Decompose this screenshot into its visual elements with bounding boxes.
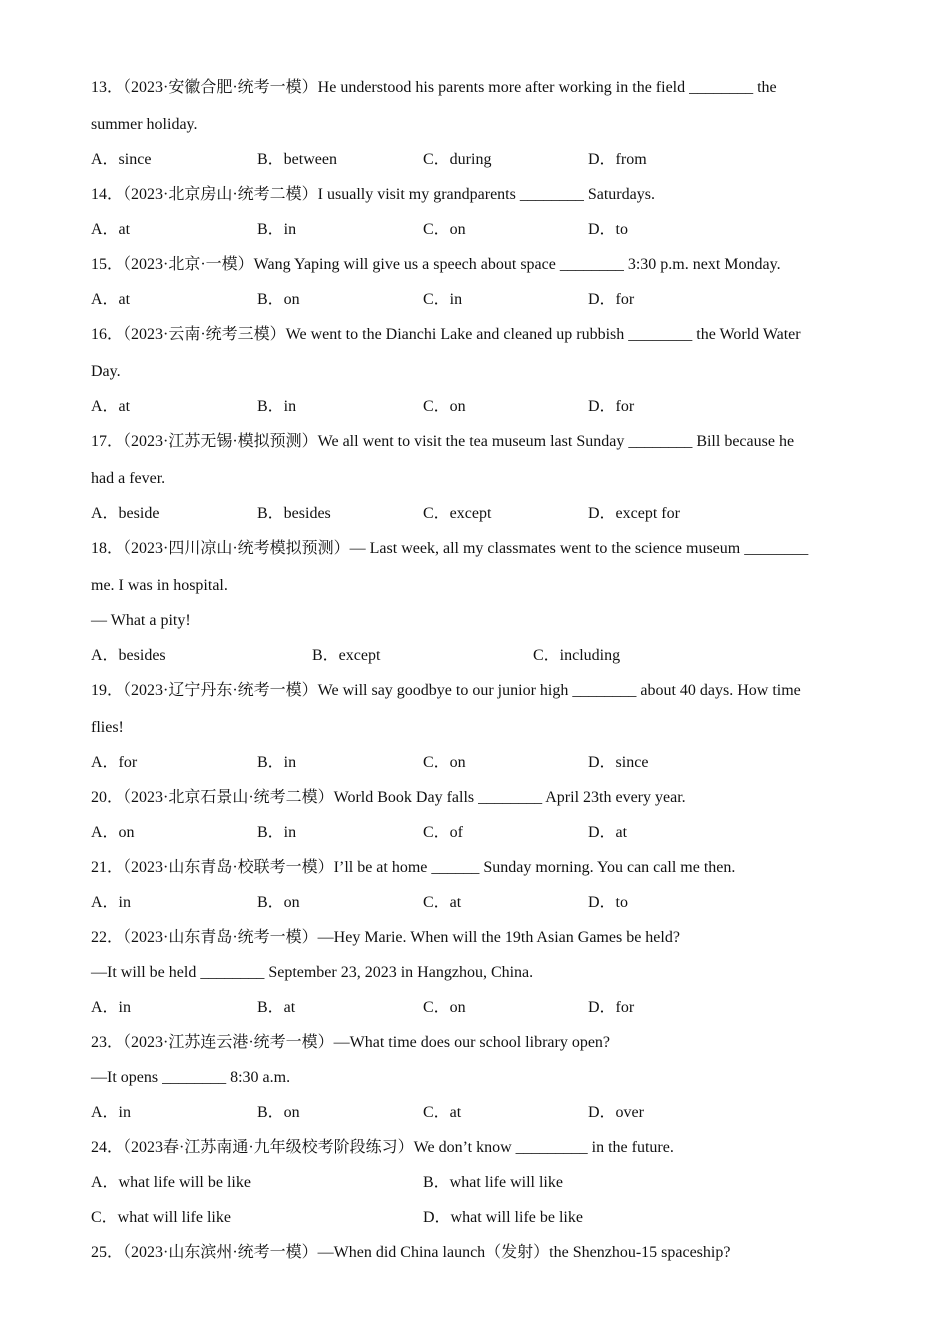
question-stem: 17．（2023·江苏无锡·模拟预测）We all went to visit the tea museum last Sunday ________ Bill because he xyxy=(91,433,795,450)
answer-option: C．what will life like xyxy=(91,1209,231,1226)
question-stem-continued: Day. xyxy=(91,363,121,380)
question-stem-continued: had a fever. xyxy=(91,470,166,487)
question-stem: 23．（2023·江苏连云港·统考一模）—What time does our school library open? xyxy=(91,1034,611,1051)
question-stem: 19．（2023·辽宁丹东·统考一模）We will say goodbye to our junior high ________ about 40 days. How time xyxy=(91,682,801,699)
answer-option: C．on xyxy=(423,398,466,415)
question-stem: 22．（2023·山东青岛·统考一模）—Hey Marie. When will the 19th Asian Games be held? xyxy=(91,929,680,946)
answer-option: D．except for xyxy=(588,505,680,522)
question-stem-continued: flies! xyxy=(91,719,124,736)
answer-option: C．on xyxy=(423,754,466,771)
answer-option: D．to xyxy=(588,221,629,238)
question-stem: 20．（2023·北京石景山·统考二模）World Book Day falls ________ April 23th every year. xyxy=(91,789,686,806)
answer-option: D．what will life be like xyxy=(423,1209,583,1226)
answer-option: D．for xyxy=(588,291,635,308)
answer-option: D．over xyxy=(588,1104,644,1121)
answer-option: B．on xyxy=(257,1104,300,1121)
answer-option: D．for xyxy=(588,999,635,1016)
answer-option: B．in xyxy=(257,398,297,415)
answer-option: C．except xyxy=(423,505,492,522)
answer-option: D．to xyxy=(588,894,629,911)
question-stem: 24．（2023春·江苏南通·九年级校考阶段练习）We don’t know _________ in the future. xyxy=(91,1139,674,1156)
question-stem: 18．（2023·四川凉山·统考模拟预测）— Last week, all my classmates went to the science museum ________ xyxy=(91,540,809,557)
answer-option: C．including xyxy=(533,647,621,664)
answer-option: B．except xyxy=(312,647,381,664)
answer-option: A．on xyxy=(91,824,135,841)
answer-option: D．at xyxy=(588,824,628,841)
answer-option: C．during xyxy=(423,151,492,168)
answer-option: A．since xyxy=(91,151,152,168)
answer-option: B．besides xyxy=(257,505,331,522)
answer-option: A．for xyxy=(91,754,138,771)
answer-option: C．of xyxy=(423,824,464,841)
answer-option: A．in xyxy=(91,894,132,911)
question-stem-continued: — What a pity! xyxy=(91,612,191,629)
answer-option: B．at xyxy=(257,999,296,1016)
question-stem: 15．（2023·北京·一模）Wang Yaping will give us a speech about space ________ 3:30 p.m. next Monday. xyxy=(91,256,781,273)
answer-option: A．in xyxy=(91,999,132,1016)
question-stem: 25．（2023·山东滨州·统考一模）—When did China launch（发射）the Shenzhou-15 spaceship? xyxy=(91,1244,731,1261)
question-stem: 16．（2023·云南·统考三模）We went to the Dianchi Lake and cleaned up rubbish ________ the World Water xyxy=(91,326,801,343)
question-stem: 13．（2023·安徽合肥·统考一模）He understood his parents more after working in the field ________ the xyxy=(91,79,777,96)
question-stem-continued: summer holiday. xyxy=(91,116,198,133)
answer-option: B．between xyxy=(257,151,337,168)
answer-option: A．besides xyxy=(91,647,166,664)
answer-option: D．since xyxy=(588,754,649,771)
answer-option: A．at xyxy=(91,398,131,415)
answer-option: B．in xyxy=(257,754,297,771)
answer-option: A．at xyxy=(91,221,131,238)
answer-option: B．on xyxy=(257,894,300,911)
answer-option: B．what life will like xyxy=(423,1174,563,1191)
answer-option: B．in xyxy=(257,221,297,238)
answer-option: C．in xyxy=(423,291,463,308)
answer-option: D．for xyxy=(588,398,635,415)
question-stem-continued: —It opens ________ 8:30 a.m. xyxy=(91,1069,291,1086)
answer-option: A．at xyxy=(91,291,131,308)
question-stem-continued: me. I was in hospital. xyxy=(91,577,228,594)
answer-option: A．in xyxy=(91,1104,132,1121)
answer-option: C．at xyxy=(423,1104,462,1121)
answer-option: C．on xyxy=(423,999,466,1016)
answer-option: A．what life will be like xyxy=(91,1174,251,1191)
answer-option: B．on xyxy=(257,291,300,308)
answer-option: A．beside xyxy=(91,505,160,522)
answer-option: C．on xyxy=(423,221,466,238)
answer-option: C．at xyxy=(423,894,462,911)
answer-option: D．from xyxy=(588,151,647,168)
question-stem-continued: —It will be held ________ September 23, 2023 in Hangzhou, China. xyxy=(91,964,534,981)
question-stem: 21．（2023·山东青岛·校联考一模）I’ll be at home ______ Sunday morning. You can call me then. xyxy=(91,859,736,876)
answer-option: B．in xyxy=(257,824,297,841)
question-stem: 14．（2023·北京房山·统考二模）I usually visit my grandparents ________ Saturdays. xyxy=(91,186,655,203)
